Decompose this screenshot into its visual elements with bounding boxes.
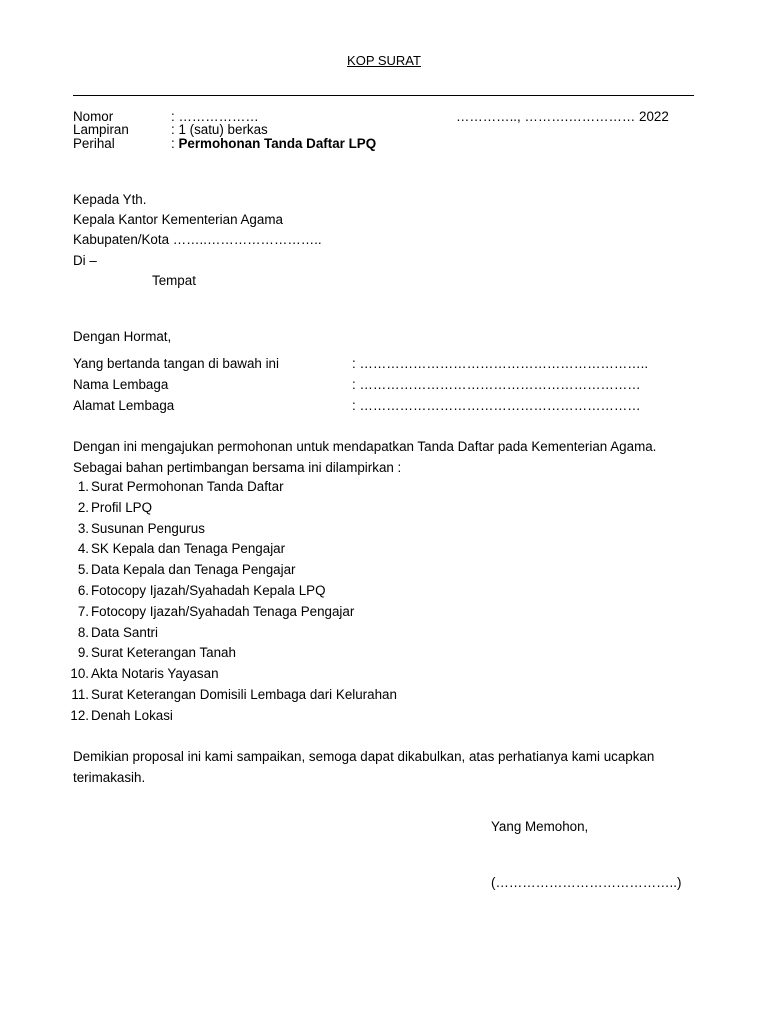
perihal-row	[171, 136, 376, 152]
nomor-label: Nomor	[73, 109, 114, 124]
closing-line-2: terimakasih.	[73, 770, 146, 785]
body-paragraph-2: Sebagai bahan pertimbangan bersama ini dilampirkan :	[73, 460, 402, 475]
field-value: : ………………………………………………………	[352, 377, 641, 392]
list-item-text: Fotocopy Ijazah/Syahadah Tenaga Pengajar	[91, 603, 355, 619]
list-item	[62, 562, 397, 583]
field-label: Nama Lembaga	[73, 377, 169, 392]
list-item-number: 9.	[77, 645, 89, 661]
list-item	[62, 625, 397, 646]
signature-label: Yang Memohon,	[491, 819, 589, 834]
list-item-text: Data Kepala dan Tenaga Pengajar	[91, 562, 296, 578]
list-item-number: 7.	[77, 603, 89, 619]
list-item	[62, 500, 397, 521]
letterhead-divider	[73, 95, 694, 96]
list-item-text: Surat Keterangan Domisili Lembaga dari Kelurahan	[91, 686, 397, 702]
list-item-number: 1.	[77, 479, 89, 494]
list-item-text: Surat Permohonan Tanda Daftar	[91, 479, 284, 494]
recipient-line-5: Tempat	[152, 273, 196, 288]
recipient-line-1: Kepada Yth.	[73, 192, 147, 207]
list-item	[62, 541, 397, 562]
recipient-line-4: Di –	[73, 253, 97, 268]
list-item-number: 10.	[70, 666, 89, 682]
field-value: : ………………………………………………………	[352, 398, 641, 413]
attachment-list	[62, 479, 397, 729]
list-item-text: Akta Notaris Yayasan	[91, 666, 219, 682]
list-item	[62, 687, 397, 708]
list-item	[62, 645, 397, 666]
list-item-number: 12.	[70, 707, 89, 723]
list-item	[62, 583, 397, 604]
list-item	[62, 666, 397, 687]
nomor-value: : ………………	[171, 109, 259, 124]
field-label: Yang bertanda tangan di bawah ini	[73, 356, 279, 371]
perihal-value: Permohonan Tanda Daftar LPQ	[178, 136, 377, 151]
perihal-label: Perihal	[73, 136, 115, 151]
letterhead-title: KOP SURAT	[347, 53, 421, 68]
lampiran-label: Lampiran	[73, 122, 129, 137]
list-item-number: 5.	[77, 562, 89, 578]
greeting: Dengan Hormat,	[73, 329, 172, 344]
list-item	[62, 604, 397, 625]
recipient-line-3: Kabupaten/Kota ……..……………………..	[73, 232, 322, 247]
list-item-text: Profil LPQ	[91, 499, 153, 515]
list-item-number: 4.	[77, 541, 89, 557]
list-item-text: Fotocopy Ijazah/Syahadah Kepala LPQ	[91, 582, 326, 598]
list-item-text: SK Kepala dan Tenaga Pengajar	[91, 541, 286, 557]
list-item	[62, 708, 397, 729]
field-label: Alamat Lembaga	[73, 398, 175, 413]
body-paragraph-1: Dengan ini mengajukan permohonan untuk mendapatkan Tanda Daftar pada Kementerian Agama.	[73, 439, 657, 454]
recipient-line-2: Kepala Kantor Kementerian Agama	[73, 212, 283, 227]
perihal-colon: :	[171, 136, 179, 151]
list-item-number: 11.	[71, 686, 89, 702]
list-item-text: Surat Keterangan Tanah	[91, 645, 236, 661]
list-item-text: Susunan Pengurus	[91, 520, 205, 536]
place-date: ………….., ……….…………… 2022	[456, 109, 669, 124]
closing-line-1: Demikian proposal ini kami sampaikan, semoga dapat dikabulkan, atas perhatianya kami ucapkan	[73, 749, 655, 764]
lampiran-value: : 1 (satu) berkas	[171, 122, 268, 137]
list-item-text: Denah Lokasi	[91, 707, 173, 723]
list-item-text: Data Santri	[91, 624, 158, 640]
list-item	[62, 521, 397, 542]
list-item-number: 8.	[77, 624, 89, 640]
list-item	[62, 479, 397, 500]
list-item-number: 3.	[77, 520, 89, 536]
signature-name-placeholder: (…………………………………..)	[491, 875, 682, 890]
list-item-number: 2.	[77, 499, 89, 515]
list-item-number: 6.	[77, 582, 89, 598]
field-value: : ………………………………………………………..	[352, 356, 649, 371]
